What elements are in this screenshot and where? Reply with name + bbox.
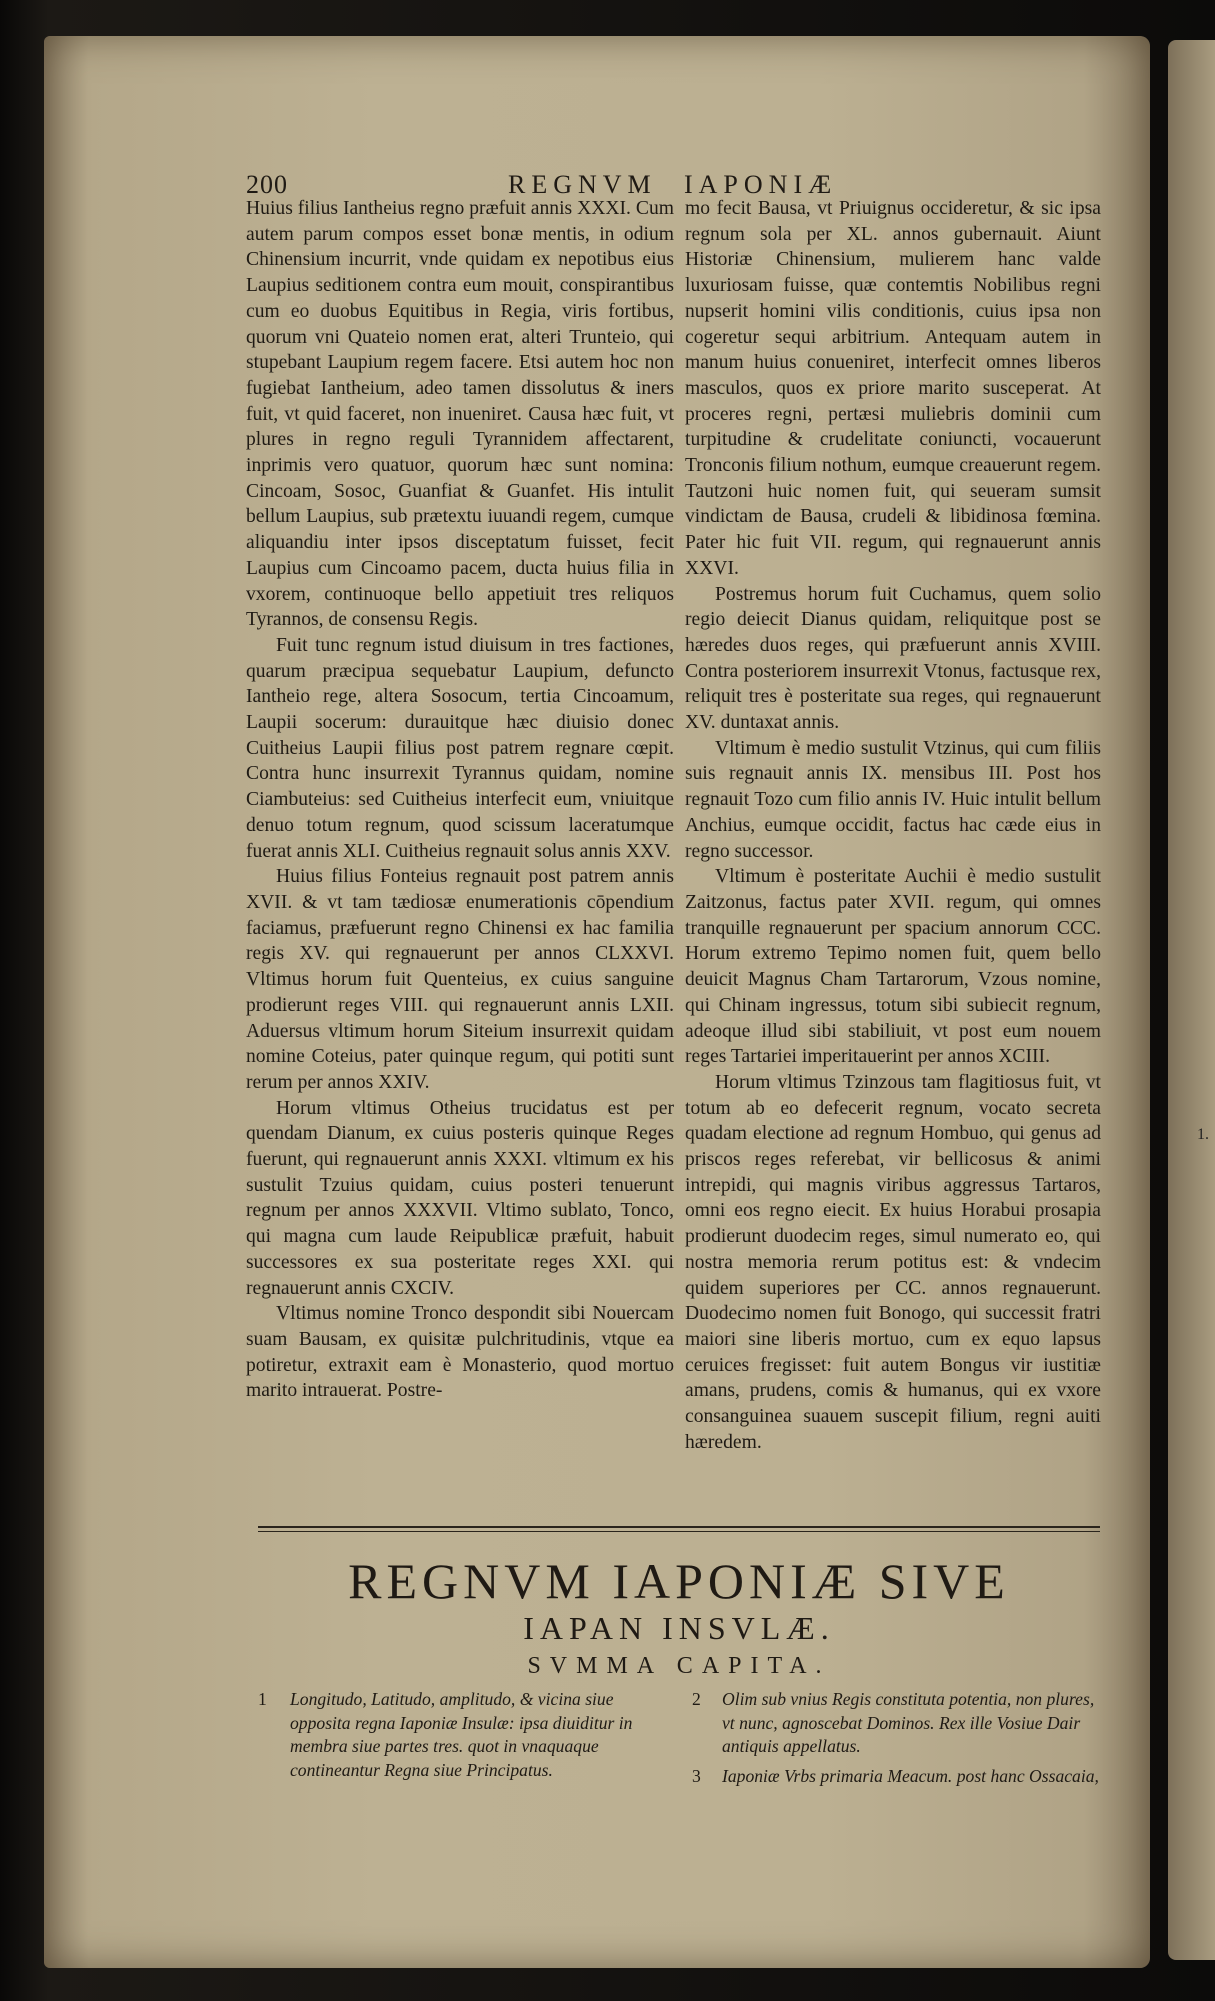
running-title-left: REGNVM xyxy=(508,170,657,199)
section-rule xyxy=(258,1526,1100,1528)
summary-item-text: Iaponiæ Vrbs primaria Meacum. post hanc Ossacaia, xyxy=(722,1766,1099,1786)
paragraph: Vltimus nomine Tronco despondit sibi Nouercam suam Bausam, ex quisitæ pulchritudinis, vtque ea potiretur, extraxit eam è Monasterio, quod mortuo marito intrauerat. Postre- xyxy=(246,1303,674,1402)
summary-item-text: Olim sub vnius Regis constituta potentia, non plures, vt nunc, agnoscebat Dominos. Rex ille Vosiue Dair antiquis appellatus. xyxy=(722,1689,1095,1756)
summary-heading: SVMMA CAPITA. xyxy=(527,1653,831,1679)
summary-item-number: 2 xyxy=(692,1689,701,1709)
running-title-right: IAPONIÆ xyxy=(684,170,838,199)
section-subtitle: IAPAN INSVLÆ. xyxy=(523,1610,835,1646)
summary-item-number: 3 xyxy=(692,1766,701,1786)
paragraph: Postremus horum fuit Cuchamus, quem solio regio deiecit Dianus quidam, reliquitque post se hæredes duos reges, qui præfuerunt annis XVIII. Contra posteriorem insurrexit Vtonus, factusque rex, reliquit tres è posteritate sua reges, qui regnauerunt XV. duntaxat annis. xyxy=(685,583,1101,734)
paragraph: Fuit tunc regnum istud diuisum in tres factiones, quarum præcipua sequebatur Laupium, defuncto Iantheio rege, altera Sosocum, tertia Cincoamum, Laupii socerum: durauitque hæc diuisio donec Cuitheius Laupii filius post patrem regnare cœpit. Contra hunc insurrexit Tyrannus quidam, nomine Ciambuteius: sed Cuitheius interfecit eum, vniuitque denuo totum regnum, quod scissum laceratumque fuerat annis XLI. Cuitheius regnauit solus annis XXV. xyxy=(246,634,674,862)
margin-mark: 1. xyxy=(1197,1126,1209,1143)
paragraph: Vltimum è posteritate Auchii è medio sustulit Zaitzonus, factus pater XVII. regum, qui omnes tranquille regnauerunt per spacium annorum CCC. Horum extremo Tepimo nomen fuit, quem bello deuicit Magnus Cham Tartarorum, Vzous nomine, qui Chinam ingressus, totum sibi subiecit regnum, adeoque illud sibi stabiliuit, vt post eum nouem reges Tartariei imperitauerint per annos XCIII. xyxy=(685,866,1101,1068)
section-rule xyxy=(258,1531,1100,1532)
right-text-column xyxy=(685,196,1101,1455)
paragraph: Vltimum è medio sustulit Vtzinus, qui cum filiis suis regnauit annis IX. mensibus III. Post hos regnauit Tozo cum filio annis IV. Huic intulit bellum Anchius, eumque occidit, factus hac cæde eius in regno successor. xyxy=(685,737,1101,862)
summary-item-number: 1 xyxy=(258,1689,267,1709)
section-title: REGNVM IAPONIÆ SIVE xyxy=(348,1553,1010,1609)
paragraph: Huius filius Fonteius regnauit post patrem annis XVII. & vt tam tædiosæ enumerationis cōpendium faciamus, præfuerunt regno Chinensi ex hac familia regis XV. qui regnauerunt per annos CLXXVI. Vltimus horum fuit Quenteius, ex cuius sanguine prodierunt reges VIII. qui regnauerunt annis LXII. Aduersus vltimum horum Siteium insurrexit quidam nomine Coteius, pater quinque regum, qui potiti sunt rerum per annos XXIV. xyxy=(246,866,674,1093)
left-text-column xyxy=(246,196,674,1404)
summary-item xyxy=(692,1688,1102,1759)
summary-item xyxy=(258,1688,678,1782)
paragraph: Horum vltimus Otheius trucidatus est per quendam Dianum, ex cuius posteris quinque Reges fuerunt, qui regnauerunt annis XXXI. vltimum ex his sustulit Tzuius quidam, cuius posteri tenuerunt regnum per annos XXXVII. Vltimo sublato, Tonco, qui magna cum laude Reipublicæ præfuit, habuit successores ex sua posteritate reges XXI. qui regnauerunt annis CXCIV. xyxy=(246,1097,674,1299)
page-number: 200 xyxy=(246,170,288,199)
facing-page-edge xyxy=(1168,40,1215,1960)
paragraph: mo fecit Bausa, vt Priuignus occideretur, & sic ipsa regnum sola per XL. annos gubernauit. Aiunt Historiæ Chinensium, mulierem hanc valde luxuriosam fuisse, quæ contemtis Nobilibus regni nupserit homini vilis conditionis, cuius ipsa non cogeretur sequi arbitrium. Antequam autem in manum huius conueniret, interfecit omnes liberos masculos, quos ex priore marito susceperat. At proceres regni, pertæsi muliebris dominii cum turpitudine & crudelitate coniuncti, vocauerunt Tronconis filium nothum, eumque creauerunt regem. Tautzoni huic nomen fuit, qui seueram sumsit vindictam de Bausa, crudeli & libidinosa fœmina. Pater hic fuit VII. regum, qui regnauerunt annis XXVI. xyxy=(685,198,1101,579)
summary-item xyxy=(692,1765,1102,1789)
paragraph: Huius filius Iantheius regno præfuit annis XXXI. Cum autem parum compos esset bonæ mentis, in odium Chinensium incurrit, vnde quidam ex nepotibus eius Laupius seditionem contra eum mouit, conspirantibus cum eo duobus Equitibus in Regia, viris fortibus, quorum vni Quateio nomen erat, alteri Trunteio, qui stupebant Laupium regem facere. Etsi autem hoc non fugiebat Iantheium, adeo tamen dissolutus & iners fuit, vt quid faceret, non inueniret. Causa hæc fuit, vt plures in regno reguli Tyrannidem affectarent, inprimis vero quatuor, quorum hæc sunt nomina: Cincoam, Sosoc, Guanfiat & Guanfet. His intulit bellum Laupius, sub prætextu iuuandi regem, cumque aliquandiu inter ipsos disceptatum fuisset, fecit Laupius cum Cincoamo pacem, ducta huius filia in vxorem, continuoque bello appetiuit tres reliquos Tyrannos, de consensu Regis. xyxy=(246,198,674,631)
paragraph: Horum vltimus Tzinzous tam flagitiosus fuit, vt totum ab eo defecerit regnum, vocato secreta quadam electione ad regnum Hombuo, qui genus ad priscos reges referebat, vir bellicosus & animi intrepidi, qui magnis viribus aggressus Tartaros, omni eos regno eiecit. Ex huius Horabui prosapia prodierunt duodecim reges, simul numerato eo, qui nostra memoria rerum potitus est: & vndecim quidem superiores per CC. annos regnauerunt. Duodecimo nomen fuit Bonogo, qui successit fratri maiori sine liberis mortuo, cum ex equo lapsus ceruices fregisset: fuit autem Bongus vir iustitiæ amans, prudens, comis & humanus, qui ex vxore consanguinea suauem suscepit filium, regni auiti hæredem. xyxy=(685,1071,1101,1453)
summary-item-text: Longitudo, Latitudo, amplitudo, & vicina siue opposita regna Iaponiæ Insulæ: ipsa diuiditur in membra siue partes tres. quot in vnaquaque contineantur Regna siue Principatus. xyxy=(290,1689,633,1780)
